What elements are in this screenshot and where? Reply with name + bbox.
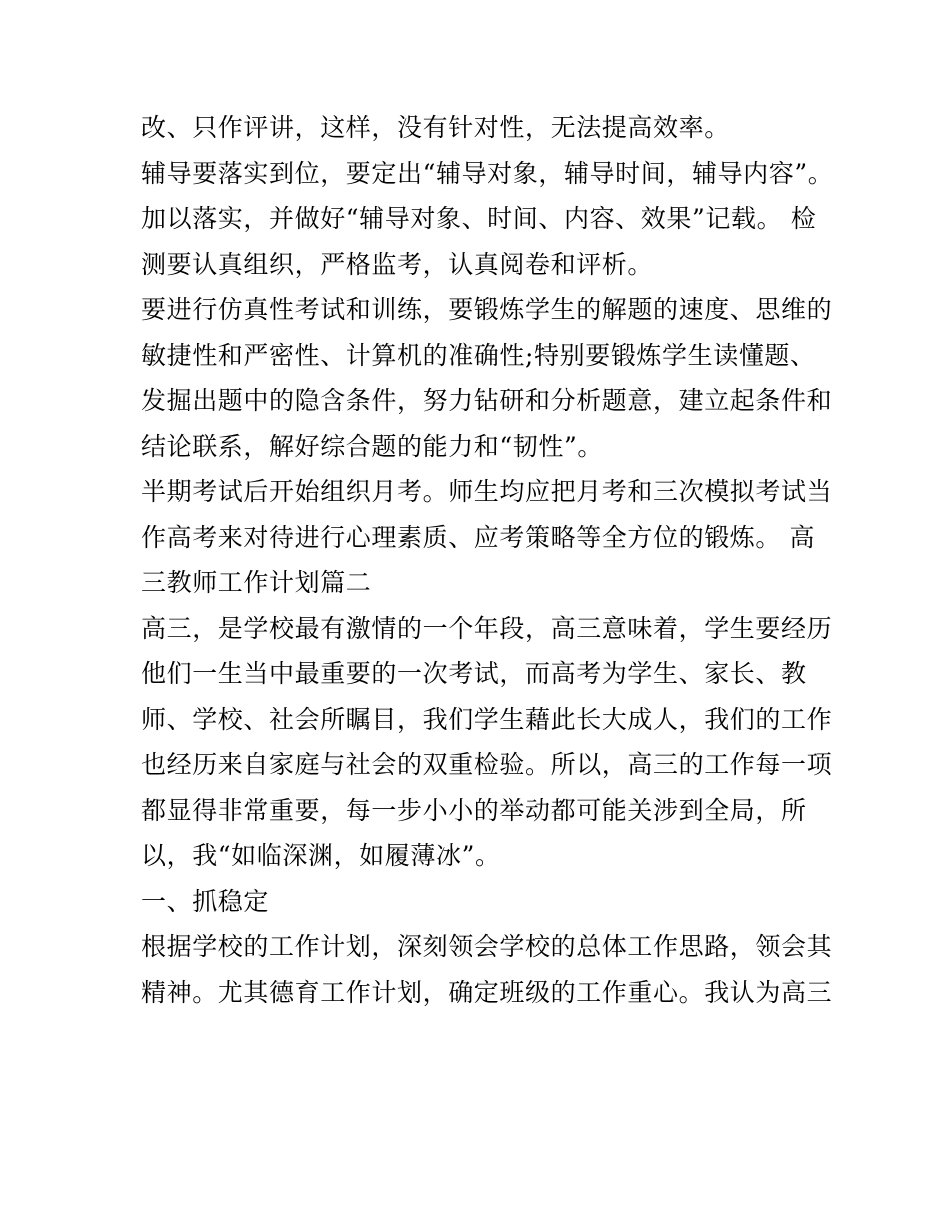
text-line: 改、只作评讲，这样，没有针对性，无法提高效率。 xyxy=(141,113,730,142)
text-line: 师、学校、社会所瞩目，我们学生藉此长大成人，我们的工作 xyxy=(141,704,833,734)
text-line: 根据学校的工作计划，深刻领会学校的总体工作思路，领会其 xyxy=(141,932,833,961)
text-line: 高三，是学校最有激情的一个年段，高三意味着，学生要经历 xyxy=(141,613,833,643)
text-line: 都显得非常重要，每一步小小的举动都可能关涉到全局，所 xyxy=(141,795,807,825)
text-line: 发掘出题中的隐含条件，努力钻研和分析题意，建立起条件和 xyxy=(141,386,833,415)
text-line: 辅导要落实到位，要定出“辅导对象，辅导时间，辅导内容”。 xyxy=(141,158,834,188)
text-line: 作高考来对待进行心理素质、应考策略等全方位的锻炼。 高 xyxy=(141,522,816,552)
text-line: 结论联系，解好综合题的能力和“韧性”。 xyxy=(141,431,603,461)
text-line: 他们一生当中最重要的一次考试，而高考为学生、家长、教 xyxy=(141,659,807,688)
document-body xyxy=(141,105,834,1015)
text-line: 以，我“如临深渊，如履薄冰”。 xyxy=(141,841,501,870)
text-line: 也经历来自家庭与社会的双重检验。所以，高三的工作每一项 xyxy=(141,750,833,779)
text-line: 敏捷性和严密性、计算机的准确性;特别要锻炼学生读懂题、 xyxy=(141,340,816,370)
text-line: 要进行仿真性考试和训练，要锻炼学生的解题的速度、思维的 xyxy=(141,295,833,324)
text-line: 精神。尤其德育工作计划，确定班级的工作重心。我认为高三 xyxy=(141,977,833,1007)
text-line: 加以落实，并做好“辅导对象、时间、内容、效果”记载。 检 xyxy=(141,204,817,233)
section-heading: 三教师工作计划篇二 xyxy=(141,568,372,597)
subsection-heading: 一、抓稳定 xyxy=(141,886,270,916)
text-line: 半期考试后开始组织月考。师生均应把月考和三次模拟考试当 xyxy=(141,477,833,506)
text-line: 测要认真组织，严格监考，认真阅卷和评析。 xyxy=(141,249,654,279)
